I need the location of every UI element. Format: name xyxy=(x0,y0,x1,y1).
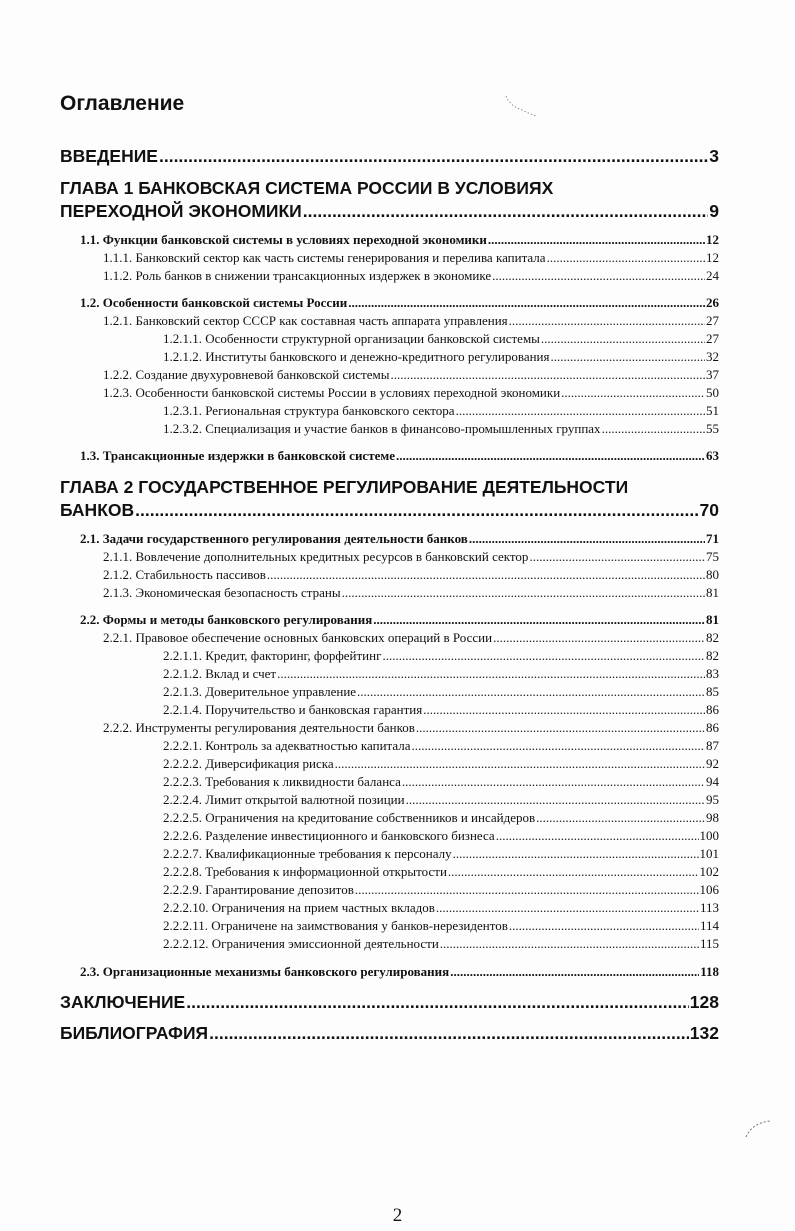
toc-label: 1.2.3.2. Специализация и участие банков в финансово-промышленных группах xyxy=(163,421,601,436)
dot-leader xyxy=(335,756,705,772)
dot-leader xyxy=(440,936,699,952)
toc-entry-2-3[interactable] xyxy=(80,964,719,980)
toc-page: 87 xyxy=(706,738,719,753)
toc-label: 2.2.2.7. Квалификационные требования к персоналу xyxy=(163,846,452,861)
toc-entry-1-2-1[interactable] xyxy=(103,313,719,329)
toc-entry-2-2-2-5[interactable] xyxy=(163,810,719,826)
toc-entry-1-2-3[interactable] xyxy=(103,385,719,401)
toc-entry-2-2-1[interactable] xyxy=(103,630,719,646)
dot-leader xyxy=(547,250,705,266)
toc-page: 83 xyxy=(706,666,719,681)
toc-page: 118 xyxy=(700,964,719,979)
toc-page: 106 xyxy=(699,882,719,897)
dot-leader xyxy=(277,666,705,682)
toc-page: 32 xyxy=(706,349,719,364)
toc-label: 2.3. Организационные механизмы банковского регулирования xyxy=(80,964,450,979)
toc-entry-1-2-1-2[interactable] xyxy=(163,349,719,365)
toc-page: 70 xyxy=(699,500,719,520)
toc-label: БАНКОВ xyxy=(60,500,135,520)
dot-leader xyxy=(529,549,705,565)
toc-page: 98 xyxy=(706,810,719,825)
dot-leader xyxy=(382,648,705,664)
toc-entry-1-1[interactable] xyxy=(80,232,719,248)
toc-entry-2-2-1-4[interactable] xyxy=(163,702,719,718)
toc-page: 82 xyxy=(706,630,719,645)
dot-leader xyxy=(496,828,699,844)
dot-leader xyxy=(456,403,705,419)
toc-label: 2.2.2.11. Ограничене на заимствования у банков-нерезидентов xyxy=(163,918,508,933)
dot-leader xyxy=(390,367,705,383)
toc-page: 81 xyxy=(706,612,719,627)
toc-page: 94 xyxy=(706,774,719,789)
toc-page: 12 xyxy=(706,232,719,247)
toc-entry-chapter2[interactable] xyxy=(60,500,719,521)
toc-label: 2.2.1.2. Вклад и счет xyxy=(163,666,277,681)
toc-page: 63 xyxy=(706,448,719,463)
toc-entry-2-2-2-3[interactable] xyxy=(163,774,719,790)
toc-label: 1.1. Функции банковской системы в условиях переходной экономики xyxy=(80,232,487,247)
toc-page: 12 xyxy=(706,250,719,265)
dot-leader xyxy=(406,792,705,808)
toc-entry-chapter1[interactable] xyxy=(60,201,719,222)
toc-page: 132 xyxy=(689,1023,719,1043)
toc-page: 9 xyxy=(709,201,719,221)
dot-leader xyxy=(450,964,699,980)
page-number: 2 xyxy=(392,1205,403,1226)
toc-label: 2.2.2.2. Диверсификация риска xyxy=(163,756,334,771)
dot-leader xyxy=(357,684,705,700)
dot-leader xyxy=(412,738,705,754)
toc-label: 1.2.1. Банковский сектор СССР как составная часть аппарата управления xyxy=(103,313,508,328)
toc-page: 85 xyxy=(706,684,719,699)
dot-leader xyxy=(355,882,699,898)
toc-page: 86 xyxy=(706,702,719,717)
toc-entry-2-2-2-9[interactable] xyxy=(163,882,719,898)
toc-entry-bibliography[interactable] xyxy=(60,1023,719,1044)
dot-leader xyxy=(303,201,709,222)
toc-page: 92 xyxy=(706,756,719,771)
toc-entry-1-3[interactable] xyxy=(80,448,719,464)
toc-entry-1-2-2[interactable] xyxy=(103,367,719,383)
toc-entry-intro[interactable] xyxy=(60,146,719,167)
toc-entry-1-1-1[interactable] xyxy=(103,250,719,266)
toc-page: 75 xyxy=(706,549,719,564)
toc-page: 27 xyxy=(706,313,719,328)
toc-entry-conclusion[interactable] xyxy=(60,992,719,1013)
toc-page: 27 xyxy=(706,331,719,346)
dot-leader xyxy=(342,585,705,601)
toc-page: 24 xyxy=(706,268,719,283)
toc-page: 100 xyxy=(699,828,719,843)
dot-leader xyxy=(423,702,705,718)
toc-chapter1-line1[interactable]: ГЛАВА 1 БАНКОВСКАЯ СИСТЕМА РОССИИ В УСЛОВИЯХ xyxy=(60,178,554,198)
dot-leader xyxy=(402,774,705,790)
toc-page: 82 xyxy=(706,648,719,663)
toc-entry-2-2-2-2[interactable] xyxy=(163,756,719,772)
toc-page: 115 xyxy=(699,936,719,951)
dot-leader xyxy=(348,295,705,311)
toc-label: 2.2.2.6. Разделение инвестиционного и банковского бизнеса xyxy=(163,828,495,843)
toc-label: 2.2.2.4. Лимит открытой валютной позиции xyxy=(163,792,405,807)
toc-label: 1.2.3. Особенности банковской системы России в условиях переходной экономики xyxy=(103,385,561,400)
toc-label: 1.2. Особенности банковской системы России xyxy=(80,295,348,310)
toc-label: 2.2.1.3. Доверительное управление xyxy=(163,684,357,699)
dot-leader xyxy=(561,385,705,401)
toc-entry-2-2-1-1[interactable] xyxy=(163,648,719,664)
dot-leader xyxy=(551,349,706,365)
toc-label: 2.2.1.1. Кредит, факторинг, форфейтинг xyxy=(163,648,382,663)
toc-page: 50 xyxy=(706,385,719,400)
toc-entry-2-2-1-2[interactable] xyxy=(163,666,719,682)
dot-leader xyxy=(493,630,705,646)
toc-label: 1.1.2. Роль банков в снижении трансакционных издержек в экономике xyxy=(103,268,492,283)
dot-leader xyxy=(135,500,698,521)
toc-entry-1-1-2[interactable] xyxy=(103,268,719,284)
toc-entry-1-2-3-2[interactable] xyxy=(163,421,719,437)
toc-entry-2-2-2-6[interactable] xyxy=(163,828,719,844)
dot-leader xyxy=(159,146,708,167)
toc-entry-2-1-2[interactable] xyxy=(103,567,719,583)
dot-leader xyxy=(602,421,705,437)
dot-leader xyxy=(448,864,699,880)
toc-label: 2.2.2.3. Требования к ликвидности баланса xyxy=(163,774,401,789)
dot-leader xyxy=(209,1023,689,1044)
toc-page: 128 xyxy=(689,992,719,1012)
toc-page: 114 xyxy=(699,918,719,933)
dot-leader xyxy=(436,900,699,916)
toc-label: 2.2.2.5. Ограничения на кредитование собственников и инсайдеров xyxy=(163,810,536,825)
toc-page: 102 xyxy=(699,864,719,879)
toc-label: 2.1.3. Экономическая безопасность страны xyxy=(103,585,341,600)
toc-entry-2-2-1-3[interactable] xyxy=(163,684,719,700)
toc-entry-2-2[interactable] xyxy=(80,612,719,628)
dot-leader xyxy=(509,918,699,934)
toc-label: 2.1.1. Вовлечение дополнительных кредитных ресурсов в банковский сектор xyxy=(103,549,529,564)
toc-label: 1.2.1.2. Институты банковского и денежно-кредитного регулирования xyxy=(163,349,550,364)
toc-page: 26 xyxy=(706,295,719,310)
toc-entry-2-2-2-11[interactable] xyxy=(163,918,719,934)
toc-page: 101 xyxy=(699,846,719,861)
toc-label: 2.2.1.4. Поручительство и банковская гарантия xyxy=(163,702,423,717)
dot-leader xyxy=(186,992,689,1013)
toc-entry-2-2-2-4[interactable] xyxy=(163,792,719,808)
toc-label: ПЕРЕХОДНОЙ ЭКОНОМИКИ xyxy=(60,201,302,221)
dot-leader xyxy=(396,448,705,464)
toc-label: 2.2.2.10. Ограничения на прием частных вкладов xyxy=(163,900,435,915)
dot-leader xyxy=(509,313,705,329)
dot-leader xyxy=(267,567,705,583)
toc-label: 2.2.2. Инструменты регулирования деятельности банков xyxy=(103,720,415,735)
dot-leader xyxy=(536,810,705,826)
toc-label: 2.2.2.1. Контроль за адекватностью капитала xyxy=(163,738,411,753)
toc-label: 2.1. Задачи государственного регулирования деятельности банков xyxy=(80,531,468,546)
toc-label: 2.2. Формы и методы банковского регулирования xyxy=(80,612,373,627)
toc-label: БИБЛИОГРАФИЯ xyxy=(60,1023,209,1043)
toc-label: 1.1.1. Банковский сектор как часть системы генерирования и перелива капитала xyxy=(103,250,546,265)
page-title: Оглавление xyxy=(60,92,185,115)
dot-leader xyxy=(416,720,705,736)
dot-leader xyxy=(453,846,699,862)
toc-label: 1.2.3.1. Региональная структура банковского сектора xyxy=(163,403,455,418)
toc-page: 51 xyxy=(706,403,719,418)
toc-label: ЗАКЛЮЧЕНИЕ xyxy=(60,992,186,1012)
toc-entry-1-2[interactable] xyxy=(80,295,719,311)
toc-page: 81 xyxy=(706,585,719,600)
toc-label: ВВЕДЕНИЕ xyxy=(60,146,158,166)
toc-label: 2.2.2.8. Требования к информационной открытости xyxy=(163,864,447,879)
toc-label: 2.2.1. Правовое обеспечение основных банковских операций в России xyxy=(103,630,493,645)
toc-chapter2-line1[interactable]: ГЛАВА 2 ГОСУДАРСТВЕННОЕ РЕГУЛИРОВАНИЕ ДЕЯТЕЛЬНОСТИ xyxy=(60,477,629,497)
toc-label: 1.3. Трансакционные издержки в банковской системе xyxy=(80,448,395,463)
toc-label: 1.2.1.1. Особенности структурной организации банковской системы xyxy=(163,331,540,346)
toc-label: 2.2.2.9. Гарантирование депозитов xyxy=(163,882,354,897)
toc-page: 86 xyxy=(706,720,719,735)
toc-label: 2.1.2. Стабильность пассивов xyxy=(103,567,266,582)
toc-entry-2-2-2-7[interactable] xyxy=(163,846,719,862)
toc-page: 37 xyxy=(706,367,719,382)
toc-page: 55 xyxy=(706,421,719,436)
toc-entry-1-2-1-1[interactable] xyxy=(163,331,719,347)
toc-entry-1-2-3-1[interactable] xyxy=(163,403,719,419)
toc-page: 71 xyxy=(706,531,719,546)
toc-entry-2-1-3[interactable] xyxy=(103,585,719,601)
toc-page: 113 xyxy=(699,900,719,915)
dot-leader xyxy=(488,232,705,248)
toc-label: 1.2.2. Создание двухуровневой банковской системы xyxy=(103,367,390,382)
toc-page: 95 xyxy=(706,792,719,807)
toc-entry-2-2-2-10[interactable] xyxy=(163,900,719,916)
toc-entry-2-2-2-8[interactable] xyxy=(163,864,719,880)
toc-label: 2.2.2.12. Ограничения эмиссионной деятельности xyxy=(163,936,439,951)
toc-page: 80 xyxy=(706,567,719,582)
dot-leader xyxy=(492,268,705,284)
toc-entry-2-1[interactable] xyxy=(80,531,719,547)
dot-leader xyxy=(373,612,705,628)
toc-entry-2-2-2[interactable] xyxy=(103,720,719,736)
toc-entry-2-1-1[interactable] xyxy=(103,549,719,565)
toc-page: 3 xyxy=(709,146,719,166)
toc-entry-2-2-2-12[interactable] xyxy=(163,936,719,952)
dot-leader xyxy=(541,331,705,347)
toc-entry-2-2-2-1[interactable] xyxy=(163,738,719,754)
dot-leader xyxy=(469,531,705,547)
